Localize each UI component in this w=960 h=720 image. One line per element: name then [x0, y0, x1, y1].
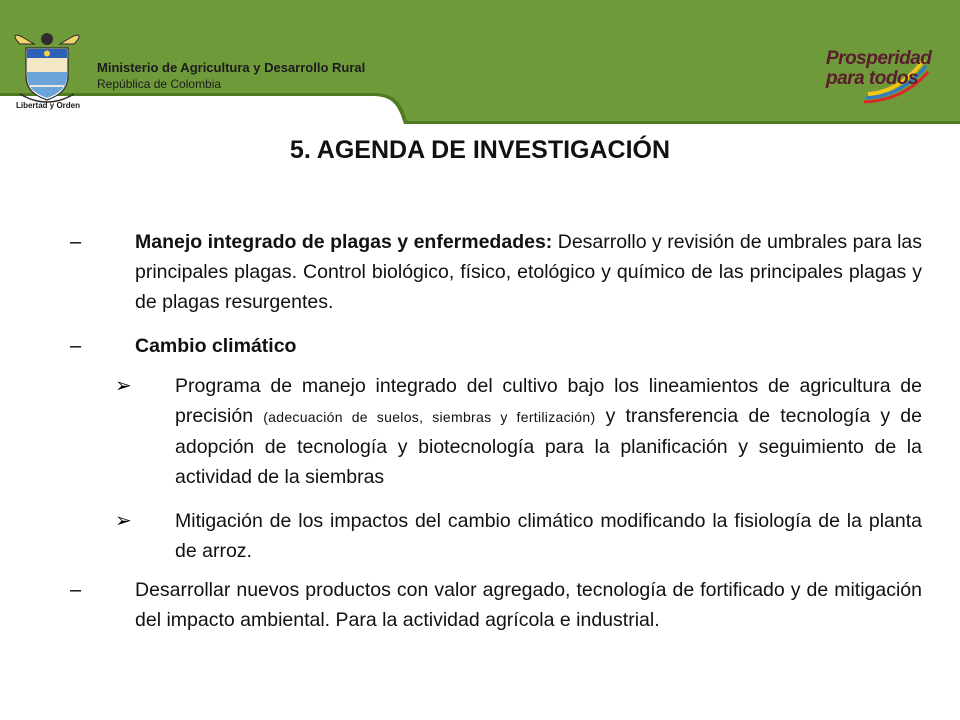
item-text: [135, 331, 922, 361]
item-body: Desarrollar nuevos productos con valor agregado, tecnología de fortificado y de mitigación del impacto ambiental. Para la actividad agrícola e industrial.: [135, 579, 922, 631]
slide-title: 5. AGENDA DE INVESTIGACIÓN: [289, 136, 671, 164]
item-body: Desarrollo y revisión de umbrales para las principales plagas. Control biológico, físico, etológico y químico de las principales plagas y de plagas resurgentes.: [135, 231, 923, 313]
ministry-name: Ministerio de Agricultura y Desarrollo Rural: [97, 60, 366, 75]
item-text: [135, 227, 922, 317]
item-body: Mitigación de los impactos del cambio climático modificando la fisiología de la planta de arroz.: [175, 510, 922, 562]
item-text: [175, 371, 922, 492]
brand-line-2: para todos: [826, 68, 919, 89]
dash-bullet: –: [70, 231, 82, 253]
item-body-a: Programa de manejo integrado del cultivo bajo los lineamientos de agricultura de precisión: [175, 375, 922, 427]
arrow-bullet-icon: ➢: [115, 375, 132, 397]
item-heading: Manejo integrado de plagas y enfermedades:: [135, 231, 553, 253]
motto-label: Libertad y Orden: [15, 101, 80, 110]
item-body-b: y transferencia de tecnología y de adopción de tecnología y biotecnología para la planificación y seguimiento de la actividad de la siembras: [175, 405, 922, 488]
dash-bullet: –: [70, 579, 82, 601]
dash-bullet: –: [70, 335, 82, 357]
item-note: (adecuación de suelos, siembras y fertilización): [263, 409, 596, 425]
item-heading: Cambio climático: [135, 335, 297, 357]
brand-line-1: Prosperidad: [826, 48, 932, 69]
republic-name: República de Colombia: [97, 77, 222, 91]
item-text: [135, 575, 922, 635]
arrow-bullet-icon: ➢: [115, 510, 132, 532]
item-text: [175, 506, 922, 566]
